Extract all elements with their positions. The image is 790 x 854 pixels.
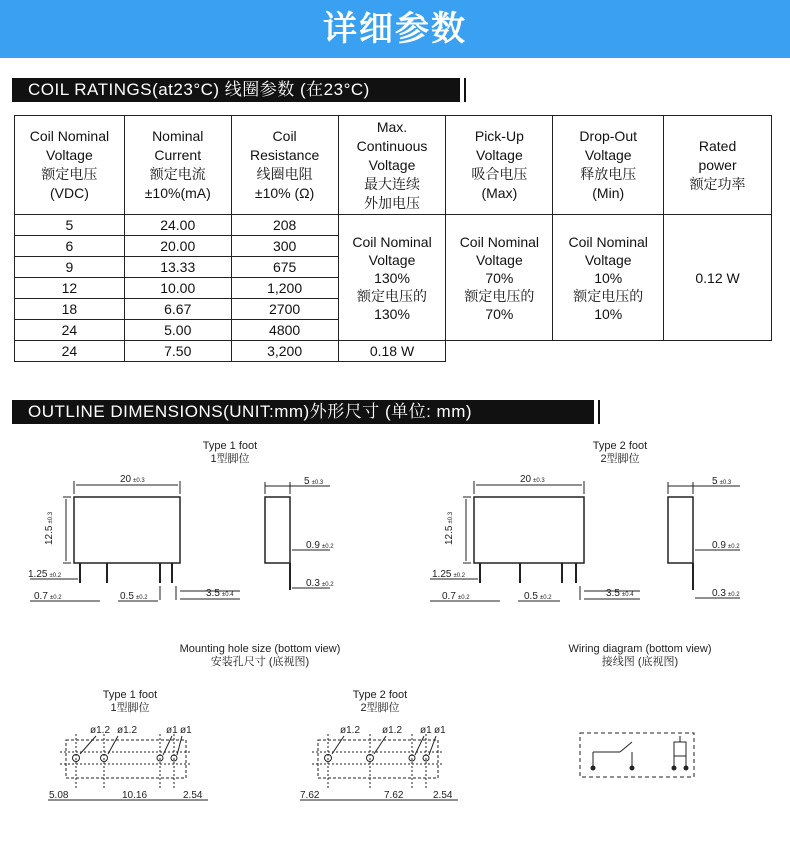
type2-side-view [668, 497, 693, 563]
mounting-type1-title: Type 1 foot 1型脚位 [102, 689, 158, 714]
type1-side-pin-thick-label: 0.3 ±0.2 [306, 578, 334, 589]
mount1-hole-small-b: ø1 [180, 725, 192, 736]
cell-current: 6.67 [124, 299, 231, 320]
type2-pin-offset-label: 1.25 ±0.2 [432, 569, 466, 580]
mount1-dim-c: 2.54 [183, 790, 203, 801]
wiring-diagram-title: Wiring diagram (bottom view) 接线图 (底视图) [568, 643, 712, 668]
type1-pin-offset-label: 1.25 ±0.2 [28, 569, 62, 580]
type1-pin-width-label: 0.7 ±0.2 [34, 591, 62, 602]
cell-pickup-voltage: Coil Nominal Voltage 70% 额定电压的 70% [446, 215, 553, 341]
type2-outline-title: Type 2 foot 2型脚位 [592, 440, 648, 465]
cell-current: 7.50 [124, 341, 231, 362]
cell-voltage: 18 [15, 299, 125, 320]
cell-resistance: 208 [231, 215, 338, 236]
mount2-dim-b: 7.62 [384, 790, 404, 801]
page-banner: 详细参数 [0, 0, 790, 58]
mount2-hole-small-b: ø1 [434, 725, 446, 736]
header-coil-resistance: Coil Resistance 线圈电阻 ±10% (Ω) [231, 116, 338, 215]
header-coil-nominal-voltage: Coil Nominal Voltage 额定电压 (VDC) [15, 116, 125, 215]
coil-symbol [674, 742, 686, 756]
mount1-dim-b: 10.16 [122, 790, 148, 801]
mount1-hole-large-b: ø1.2 [117, 725, 138, 736]
header-nominal-current: Nominal Current 额定电流 ±10%(mA) [124, 116, 231, 215]
type2-side-width-label: 5 ±0.3 [712, 476, 732, 487]
type2-pin-width-label: 0.7 ±0.2 [442, 591, 470, 602]
cell-current: 24.00 [124, 215, 231, 236]
type2-height-label: 12.5±0.3 [444, 511, 455, 545]
cell-current: 10.00 [124, 278, 231, 299]
cell-rated-power-2: 0.18 W [338, 341, 446, 362]
mount2-hole-small-a: ø1 [420, 725, 432, 736]
mounting-type2-title: Type 2 foot 2型脚位 [352, 689, 408, 714]
mounting-type1-outline [66, 740, 186, 778]
mount2-dim-a: 7.62 [300, 790, 320, 801]
cell-voltage: 24 [15, 320, 125, 341]
type2-width-label: 20 ±0.3 [520, 474, 545, 485]
type1-height-label: 12.5±0.3 [44, 511, 55, 545]
mount2-dim-c: 2.54 [433, 790, 453, 801]
outline-dimensions-heading: OUTLINE DIMENSIONS(UNIT:mm)外形尺寸 (单位: mm) [12, 400, 594, 424]
type1-pin-length-label: 3.5 ±0.4 [206, 588, 234, 599]
header-pickup-voltage: Pick-Up Voltage 吸合电压 (Max) [446, 116, 553, 215]
type1-outline-title: Type 1 foot 1型脚位 [202, 440, 258, 465]
header-dropout-voltage: Drop-Out Voltage 释放电压 (Min) [553, 116, 664, 215]
cell-voltage: 6 [15, 236, 125, 257]
type2-side-pin-thick-label: 0.3 ±0.2 [712, 588, 740, 599]
mounting-type2-outline [318, 740, 438, 778]
cell-dropout-voltage: Coil Nominal Voltage 10% 额定电压的 10% [553, 215, 664, 341]
type1-side-width-label: 5 ±0.3 [304, 476, 324, 487]
cell-current: 5.00 [124, 320, 231, 341]
type2-side-pin-label: 0.9 ±0.2 [712, 540, 740, 551]
type1-width-label: 20 ±0.3 [120, 474, 145, 485]
cell-resistance: 675 [231, 257, 338, 278]
cell-resistance: 3,200 [231, 341, 338, 362]
coil-ratings-heading: COIL RATINGS(at23°C) 线圈参数 (在23°C) [12, 78, 460, 102]
cell-resistance: 1,200 [231, 278, 338, 299]
cell-current: 20.00 [124, 236, 231, 257]
mounting-hole-title: Mounting hole size (bottom view) 安装孔尺寸 (底视图) [179, 643, 341, 668]
type2-relay-body [474, 497, 584, 563]
mount2-hole-large-a: ø1.2 [340, 725, 361, 736]
mount1-hole-small-a: ø1 [166, 725, 178, 736]
type2-pin-gap-label: 0.5 ±0.2 [524, 591, 552, 602]
cell-voltage: 9 [15, 257, 125, 278]
cell-voltage: 12 [15, 278, 125, 299]
cell-resistance: 2700 [231, 299, 338, 320]
cell-voltage: 5 [15, 215, 125, 236]
cell-current: 13.33 [124, 257, 231, 278]
header-max-continuous-voltage: Max. Continuous Voltage 最大连续 外加电压 [338, 116, 446, 215]
type1-relay-body [74, 497, 180, 563]
header-rated-power: Rated power 额定功率 [664, 116, 772, 215]
cell-resistance: 300 [231, 236, 338, 257]
mount1-hole-large-a: ø1.2 [90, 725, 111, 736]
cell-max-voltage: Coil Nominal Voltage 130% 额定电压的 130% [338, 215, 446, 341]
type1-side-pin-label: 0.9 ±0.2 [306, 540, 334, 551]
mount1-dim-a: 5.08 [49, 790, 69, 801]
mount2-hole-large-b: ø1.2 [382, 725, 403, 736]
type2-pin-length-label: 3.5 ±0.4 [606, 588, 634, 599]
type1-side-view [265, 497, 290, 563]
wiring-outline [580, 733, 694, 777]
cell-resistance: 4800 [231, 320, 338, 341]
type1-pin-gap-label: 0.5 ±0.2 [120, 591, 148, 602]
cell-voltage: 24 [15, 341, 125, 362]
cell-rated-power-1: 0.12 W [664, 215, 772, 341]
